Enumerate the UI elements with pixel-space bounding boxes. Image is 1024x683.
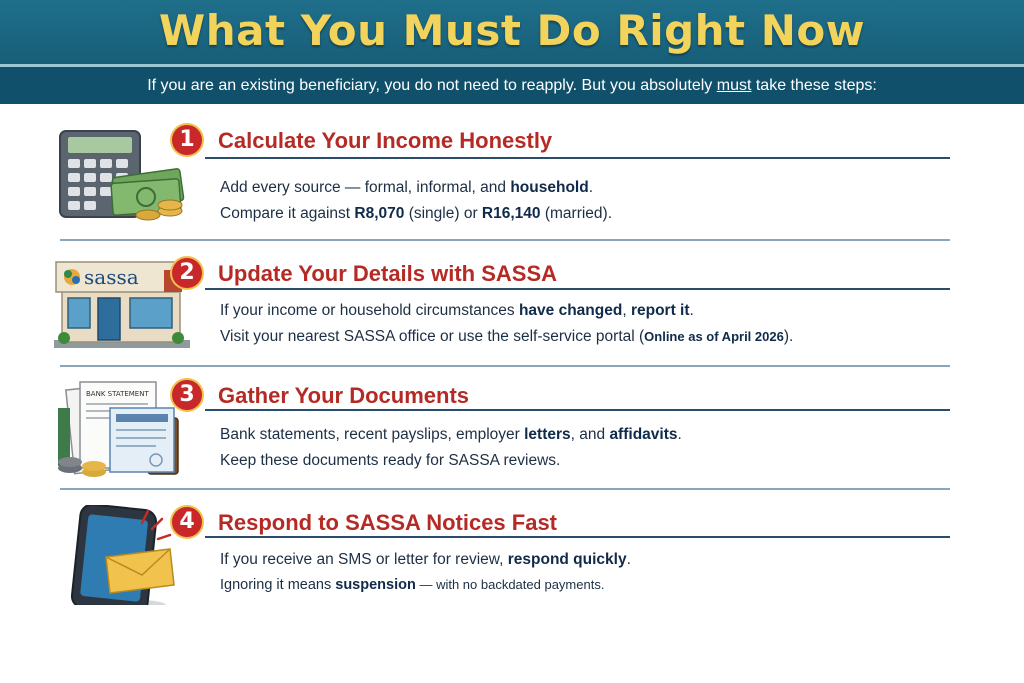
step-description-line-2: Visit your nearest SASSA office or use the self-service portal (Online as of April 2026). <box>220 328 794 345</box>
step-title: Update Your Details with SASSA <box>218 261 558 286</box>
title-underline <box>205 157 950 159</box>
step-description-line-1: Bank statements, recent payslips, employer letters, and affidavits. <box>220 426 682 443</box>
document-label: BANK STATEMENT <box>86 390 149 398</box>
section-divider <box>60 239 950 241</box>
title-underline <box>205 536 950 538</box>
title-underline <box>205 409 950 411</box>
subtitle: If you are an existing beneficiary, you do not need to reapply. But you absolutely must take these steps: <box>147 77 877 94</box>
step-description-line-2: Keep these documents ready for SASSA reviews. <box>220 452 561 469</box>
step-number-badge: 3 <box>170 378 204 412</box>
page-title: What You Must Do Right Now <box>158 6 866 55</box>
section-divider <box>60 488 950 490</box>
step-number-badge: 1 <box>170 123 204 157</box>
step-1 <box>0 123 1024 243</box>
step-number-badge: 4 <box>170 505 204 539</box>
step-2 <box>0 256 1024 376</box>
step-title: Calculate Your Income Honestly <box>218 128 553 153</box>
step-4 <box>0 505 1024 625</box>
title-underline <box>205 288 950 290</box>
step-description-line-2: Compare it against R8,070 (single) or R16,140 (married). <box>220 205 613 222</box>
section-divider <box>60 365 950 367</box>
step-description-line-1: Add every source — formal, informal, and household. <box>220 179 593 196</box>
step-description-line-2: Ignoring it means suspension — with no backdated payments. <box>220 577 605 593</box>
subtitle-bar <box>0 67 1024 104</box>
step-description-line-1: If you receive an SMS or letter for review, respond quickly. <box>220 551 631 568</box>
sassa-sign-text: sassa <box>84 265 139 289</box>
header-banner <box>0 0 1024 64</box>
step-title: Gather Your Documents <box>218 383 470 408</box>
step-title: Respond to SASSA Notices Fast <box>218 510 558 535</box>
step-number-badge: 2 <box>170 256 204 290</box>
step-3 <box>0 378 1024 498</box>
step-description-line-1: If your income or household circumstances have changed, report it. <box>220 302 694 319</box>
subtitle-emphasis: must <box>716 77 752 94</box>
